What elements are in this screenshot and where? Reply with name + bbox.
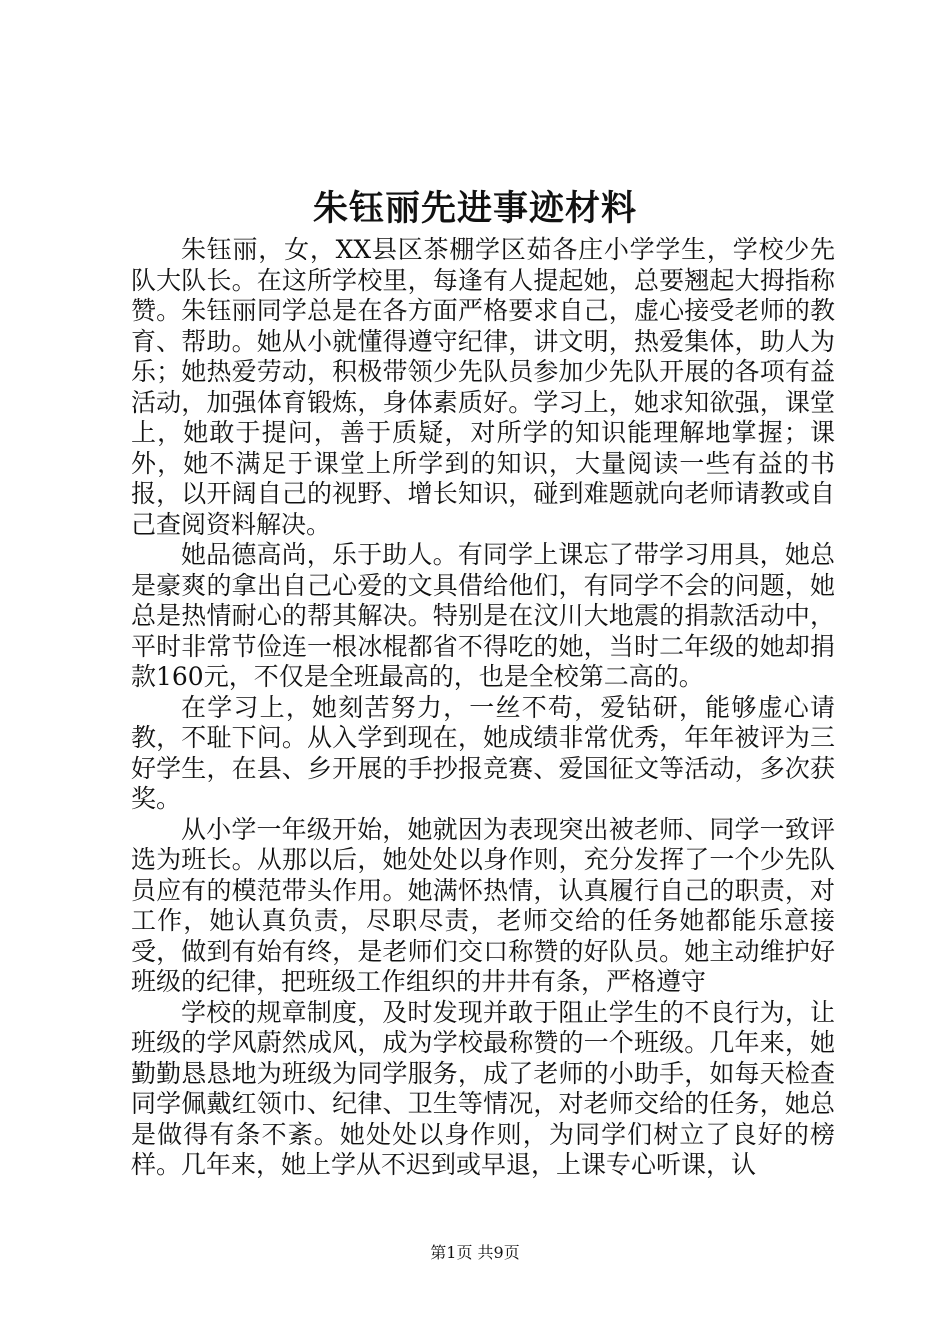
paragraph-2: 她品德高尚，乐于助人。有同学上课忘了带学习用具，她总是豪爽的拿出自己心爱的文具借给他们，有同学不会的问题，她总是热情耐心的帮其解决。特别是在汶川大地震的捐款活动中，平时非常节俭连一根冰棍都省不得吃的她，当时二年级的她却捐款160元，不仅是全班最高的，也是全校第二高的。: [131, 540, 835, 691]
document-title: 朱钰丽先进事迹材料: [312, 188, 637, 229]
paragraph-3: 在学习上，她刻苦努力，一丝不苟，爱钻研，能够虚心请教，不耻下问。从入学到现在，她成绩非常优秀，年年被评为三好学生，在县、乡开展的手抄报竞赛、爱国征文等活动，多次获奖。: [131, 692, 835, 813]
paragraph-5: 学校的规章制度，及时发现并敢于阻止学生的不良行为，让班级的学风蔚然成风，成为学校最称赞的一个班级。几年来，她勤勤恳恳地为班级为同学服务，成了老师的小助手，如每天检查同学佩戴红领巾、纪律、卫生等情况，对老师交给的任务，她总是做得有条不紊。她处处以身作则，为同学们树立了良好的榜样。几年来，她上学从不迟到或早退，上课专心听课，认: [131, 997, 835, 1179]
page-footer: 第1页 共9页: [430, 1243, 520, 1262]
paragraph-1: 朱钰丽，女，XX县区茶棚学区茹各庄小学学生，学校少先队大队长。在这所学校里，每逢有人提起她，总要翘起大拇指称赞。朱钰丽同学总是在各方面严格要求自己，虚心接受老师的教育、帮助。她从小就懂得遵守纪律，讲文明，热爱集体，助人为乐；她热爱劳动，积极带领少先队员参加少先队开展的各项有益活动，加强体育锻炼，身体素质好。学习上，她求知欲强，课堂上，她敢于提问，善于质疑，对所学的知识能理解地掌握；课外，她不满足于课堂上所学到的知识，大量阅读一些有益的书报，以开阔自己的视野、增长知识，碰到难题就向老师请教或自己查阅资料解决。: [131, 235, 835, 539]
document-body: [131, 235, 835, 1181]
paragraph-4: 从小学一年级开始，她就因为表现突出被老师、同学一致评选为班长。从那以后，她处处以身作则，充分发挥了一个少先队员应有的模范带头作用。她满怀热情，认真履行自己的职责，对工作，她认真负责，尽职尽责，老师交给的任务她都能乐意接受，做到有始有终，是老师们交口称赞的好队员。她主动维护好班级的纪律，把班级工作组织的井井有条，严格遵守: [131, 814, 835, 996]
